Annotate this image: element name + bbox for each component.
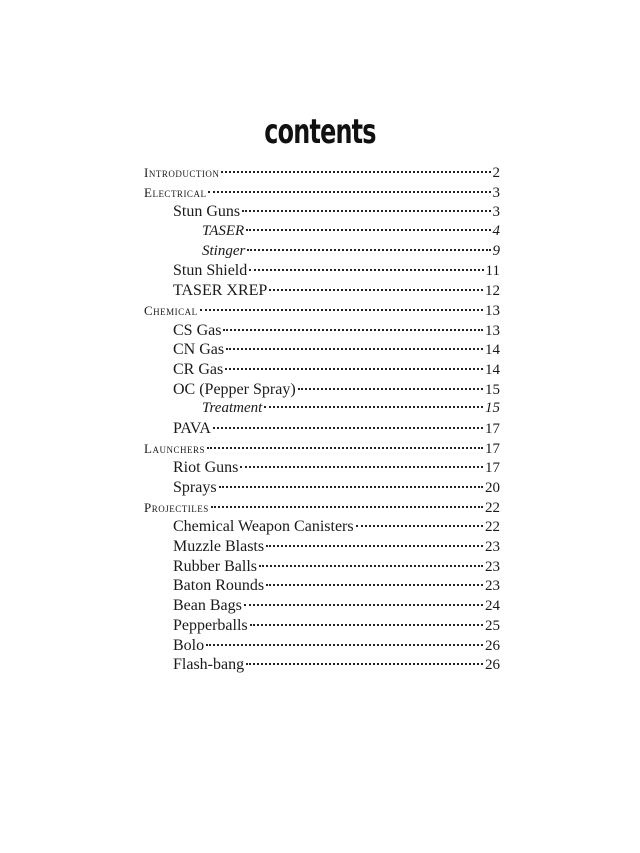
dot-leader bbox=[213, 427, 483, 429]
toc-entry-page-number: 9 bbox=[492, 242, 500, 259]
toc-entry-page-number: 17 bbox=[485, 420, 500, 437]
toc-entry-label: Sprays bbox=[173, 479, 217, 496]
toc-entry-page-number: 14 bbox=[485, 361, 500, 378]
dot-leader bbox=[226, 348, 483, 350]
toc-entry-label: PAVA bbox=[173, 419, 211, 437]
dot-leader bbox=[211, 506, 483, 508]
toc-entry bbox=[144, 636, 500, 656]
toc-entry-label: Stun Shield bbox=[173, 262, 248, 280]
dot-leader bbox=[269, 289, 483, 291]
dot-leader bbox=[246, 663, 483, 665]
dot-leader bbox=[208, 191, 490, 193]
toc-entry-label: Bean Bags bbox=[173, 597, 242, 615]
toc-entry bbox=[144, 360, 500, 380]
toc-entry-page-number: 12 bbox=[485, 283, 500, 300]
toc-entry bbox=[144, 163, 500, 183]
toc-entry-label: Flash-bang bbox=[173, 656, 245, 674]
toc-entry bbox=[144, 616, 500, 636]
dot-leader bbox=[266, 545, 483, 547]
dot-leader bbox=[356, 525, 483, 527]
toc-entry-page-number: 15 bbox=[485, 400, 500, 417]
toc-entry-page-number: 23 bbox=[485, 558, 500, 575]
page-title: contents bbox=[264, 112, 376, 152]
toc-entry bbox=[144, 576, 500, 596]
toc-entry-page-number: 20 bbox=[485, 480, 500, 496]
dot-leader bbox=[259, 565, 483, 567]
toc-entry-page-number: 26 bbox=[485, 657, 500, 674]
toc-entry-page-number: 3 bbox=[492, 184, 500, 201]
toc-entry-label: Baton Rounds bbox=[173, 577, 265, 595]
toc-entry-label: TASER bbox=[202, 223, 245, 240]
toc-entry bbox=[144, 537, 500, 557]
toc-entry bbox=[144, 261, 500, 281]
toc-entry-label: Launchers bbox=[144, 440, 205, 456]
toc-entry-page-number: 17 bbox=[485, 440, 500, 457]
toc-entry-page-number: 15 bbox=[485, 381, 500, 398]
toc-entry-label: CN Gas bbox=[173, 341, 225, 359]
dot-leader bbox=[249, 269, 483, 271]
toc-entry-page-number: 4 bbox=[492, 223, 500, 240]
toc-entry-label: Chemical Weapon Canisters bbox=[173, 518, 354, 536]
table-of-contents bbox=[144, 163, 500, 675]
toc-entry-label: Pepperballs bbox=[173, 616, 248, 634]
dot-leader bbox=[221, 171, 490, 173]
toc-entry bbox=[144, 557, 500, 577]
toc-entry-label: CR Gas bbox=[173, 360, 224, 378]
toc-entry-page-number: 25 bbox=[485, 617, 500, 634]
toc-entry-label: Stun Guns bbox=[173, 203, 241, 221]
toc-entry-page-number: 17 bbox=[485, 460, 500, 477]
toc-entry-label: TASER XREP bbox=[173, 282, 268, 300]
toc-entry-label: Stinger bbox=[202, 242, 246, 259]
dot-leader bbox=[200, 309, 483, 311]
toc-entry bbox=[144, 419, 500, 439]
dot-leader bbox=[298, 388, 483, 390]
toc-entry bbox=[144, 183, 500, 203]
dot-leader bbox=[219, 486, 483, 488]
toc-entry bbox=[144, 242, 500, 262]
toc-entry bbox=[144, 596, 500, 616]
dot-leader bbox=[206, 644, 483, 646]
toc-entry-label: Projectiles bbox=[144, 499, 209, 515]
toc-entry bbox=[144, 517, 500, 537]
toc-entry-page-number: 22 bbox=[485, 519, 500, 536]
dot-leader bbox=[223, 329, 483, 331]
toc-entry-label: CS Gas bbox=[173, 321, 222, 339]
running-header-fragment bbox=[0, 0, 640, 4]
toc-entry bbox=[144, 340, 500, 360]
toc-entry-label: Rubber Balls bbox=[173, 557, 257, 575]
toc-entry bbox=[144, 498, 500, 518]
dot-leader bbox=[242, 210, 490, 212]
toc-entry-label: Treatment bbox=[202, 400, 263, 417]
toc-entry-label: Muzzle Blasts bbox=[173, 538, 265, 556]
toc-entry-page-number: 26 bbox=[485, 637, 500, 654]
toc-entry-page-number: 22 bbox=[485, 499, 500, 516]
toc-entry bbox=[144, 281, 500, 301]
toc-entry bbox=[144, 458, 500, 478]
toc-entry bbox=[144, 478, 500, 498]
toc-entry-label: Introduction bbox=[144, 165, 220, 180]
toc-entry-label: Bolo bbox=[173, 636, 205, 654]
dot-leader bbox=[225, 368, 483, 370]
toc-entry bbox=[144, 380, 500, 400]
dot-leader bbox=[250, 624, 483, 626]
toc-entry-label: Chemical bbox=[144, 302, 198, 318]
toc-entry-page-number: 14 bbox=[485, 342, 500, 359]
toc-entry-page-number: 11 bbox=[485, 263, 500, 280]
toc-entry-page-number: 24 bbox=[485, 598, 500, 615]
toc-entry-page-number: 3 bbox=[492, 204, 500, 221]
dot-leader bbox=[266, 584, 483, 586]
toc-entry-page-number: 2 bbox=[492, 165, 500, 181]
toc-entry bbox=[144, 301, 500, 321]
toc-entry-page-number: 23 bbox=[485, 539, 500, 556]
toc-entry bbox=[144, 399, 500, 419]
dot-leader bbox=[240, 466, 483, 468]
toc-entry-label: OC (Pepper Spray) bbox=[173, 380, 296, 398]
toc-entry-label: Electrical bbox=[144, 184, 207, 200]
toc-entry bbox=[144, 655, 500, 675]
toc-entry bbox=[144, 202, 500, 222]
dot-leader bbox=[247, 249, 490, 251]
dot-leader bbox=[264, 406, 483, 408]
dot-leader bbox=[246, 229, 490, 231]
toc-entry-page-number: 13 bbox=[485, 322, 500, 339]
dot-leader bbox=[244, 604, 483, 606]
toc-entry-label: Riot Guns bbox=[173, 459, 239, 477]
toc-entry bbox=[144, 321, 500, 341]
toc-entry-page-number: 23 bbox=[485, 578, 500, 595]
dot-leader bbox=[207, 447, 483, 449]
toc-entry bbox=[144, 222, 500, 242]
toc-entry-page-number: 13 bbox=[485, 302, 500, 319]
toc-entry bbox=[144, 439, 500, 459]
